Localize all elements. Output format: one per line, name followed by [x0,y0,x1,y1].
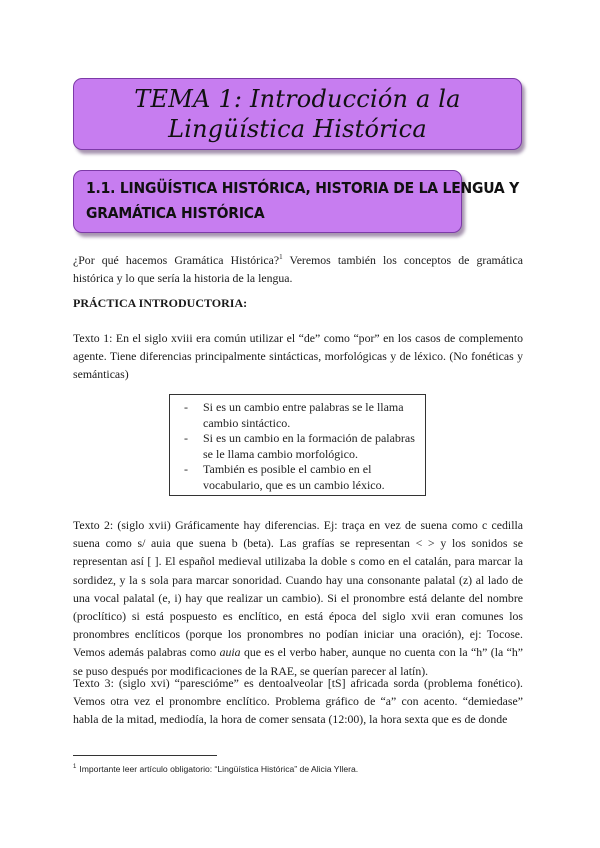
change-types-list [184,400,421,493]
change-types-box [169,394,426,496]
footnote-divider [73,755,217,756]
texto-3-paragraph: Texto 3: (siglo xvi) “parescióme” es dentoalveolar [tS] africada sorda (problema fonético). Vemos otra vez el pronombre enclítico. Problema gráfico de “a” con acento. “demiedase” habla de la mitad, mediodía, la hora de comer sensata (12:00), la hora sexta que es de donde [73,676,523,727]
intro-paragraph [73,251,523,287]
section-heading-banner [73,170,520,233]
texto-2-emphasis: auia [219,645,241,660]
chapter-title-line-1: TEMA 1: Introducción a la [134,85,461,113]
texto-2-paragraph [73,516,523,680]
chapter-title-banner [73,78,522,150]
section-heading-line-2: GRAMÁTICA HISTÓRICA [86,204,265,222]
footnote-text: Importante leer artículo obligatorio: “Lingüística Histórica” de Alicia Yllera. [79,764,359,774]
change-type-lexical: - También es posible el cambio en el vocabulario, que es un cambio léxico. [184,462,421,493]
texto-2-part-2: que es el verbo haber, aunque no cuenta con la “h” (la “h” se puso después por modificaciones de la RAE, se querían parecer al latín). [73,645,524,678]
texto-1-paragraph: Texto 1: En el siglo xviii era común utilizar el “de” como “por” en los casos de complemento agente. Tiene diferencias principalmente sintácticas, morfológicas y de léxico. (No fonéticas y semánticas) [73,331,523,382]
chapter-title-line-2: Lingüística Histórica [168,115,427,143]
footnote-reference[interactable]: 1 [279,253,283,262]
practice-heading: PRÁCTICA INTRODUCTORIA: [73,296,248,310]
change-type-morphological: - Si es un cambio en la formación de palabras se le llama cambio morfológico. [184,431,421,462]
change-type-syntactic: - Si es un cambio entre palabras se le llama cambio sintáctico. [184,400,421,431]
intro-question: ¿Por qué hacemos Gramática Histórica? [73,253,280,267]
texto-2-part-1: Texto 2: (siglo xvii) Gráficamente hay diferencias. Ej: traça en vez de suena como c cedilla suena como s/ auia que suena b (beta). Las grafías se representan < > y los sonidos se representan así [ ]. El español medieval utilizaba la doble s como en el catalán, para marcar la sordidez, y la s sola para marcar sonoridad. Cuando hay una consonante palatal (z) al lado de una vocal palatal (e, i) hay que realizar un cambio). Si el pronombre está delante del nombre (proclítico) si está pospuesto es enclítico, en está época del siglo xvii eran comunes los pronombres enclíticos (porque los pronombres no podían iniciar una oración), ej: Tocose. Vemos además palabras como [73,518,523,660]
intro-rest: Veremos también los conceptos de gramática histórica y lo que sería la historia de la lengua. [73,253,523,286]
footnote [73,764,358,774]
footnote-number: 1 [73,764,77,771]
section-heading-line-1: 1.1. LINGÜÍSTICA HISTÓRICA, HISTORIA DE LA LENGUA Y [86,179,520,197]
